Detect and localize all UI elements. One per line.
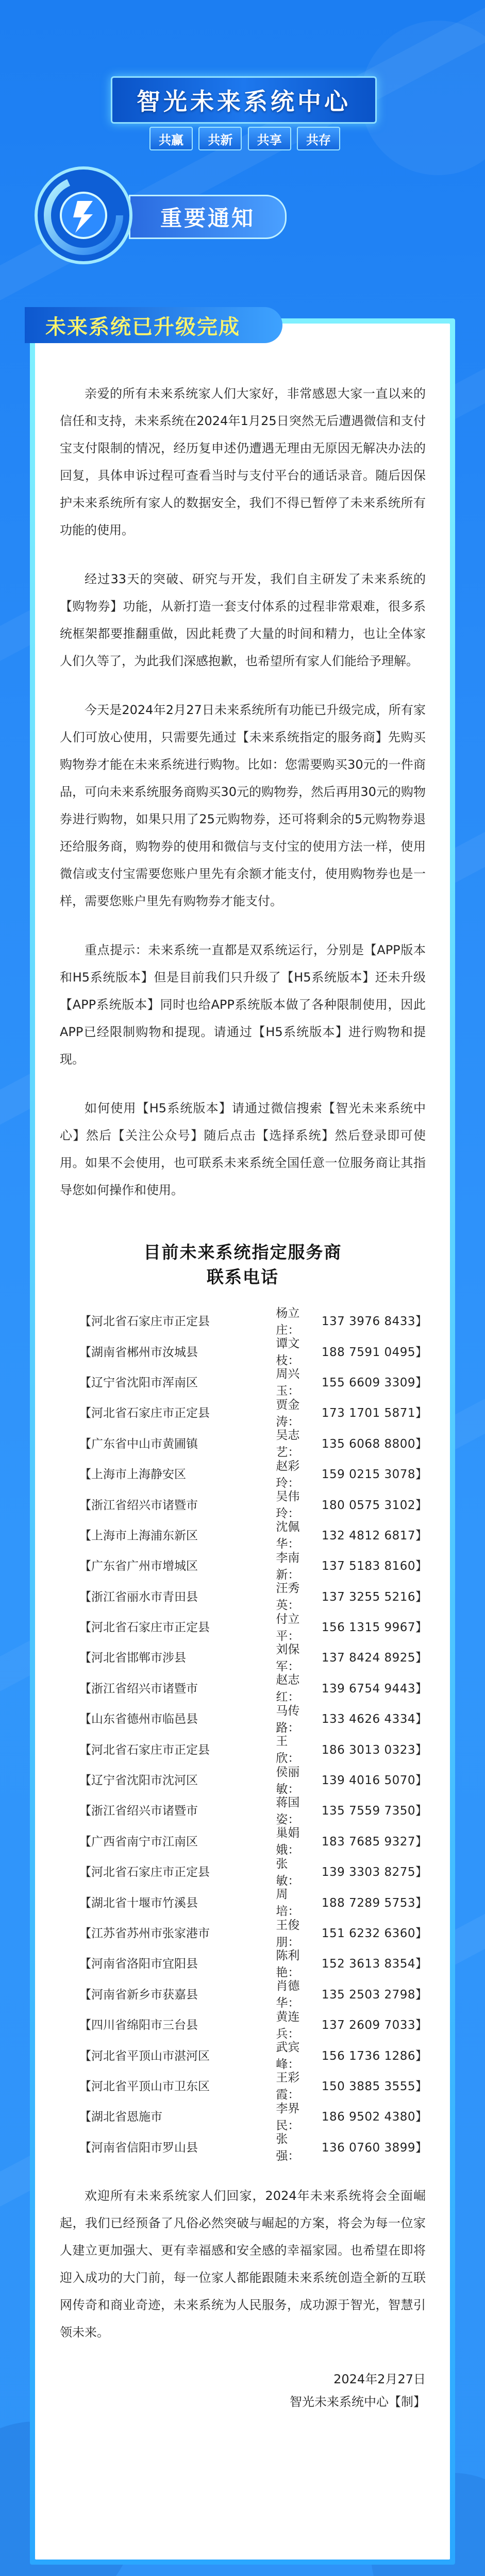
provider-area: 【浙江省丽水市青田县	[79, 1590, 198, 1604]
list-item	[79, 1764, 426, 1794]
list-item	[79, 1733, 426, 1764]
provider-area: 【上海市上海浦东新区	[79, 1529, 198, 1543]
provider-phone: 156 1315 9967】	[321, 1621, 428, 1635]
provider-person: 张 敏：	[276, 1857, 300, 1888]
provider-area: 【河北省邯郸市涉县	[79, 1651, 186, 1665]
provider-person: 李南新：	[276, 1551, 300, 1582]
provider-phone: 188 7289 5753】	[321, 1896, 428, 1910]
provider-area: 【河南省信阳市罗山县	[79, 2141, 198, 2155]
provider-list-subtitle: 联系电话	[207, 1267, 279, 1287]
provider-area: 【浙江省绍兴市诸暨市	[79, 1498, 198, 1512]
signature-block	[60, 2368, 426, 2413]
provider-phone: 139 6754 9443】	[321, 1682, 428, 1696]
provider-person: 王 欣：	[276, 1735, 300, 1766]
provider-phone: 136 0760 3899】	[321, 2141, 428, 2155]
provider-phone: 135 7559 7350】	[321, 1804, 428, 1818]
provider-person: 汪秀英：	[276, 1582, 300, 1613]
list-item	[79, 2131, 426, 2162]
provider-area: 【河北省石家庄市正定县	[79, 1621, 210, 1635]
provider-area: 【河北省石家庄市正定县	[79, 1743, 210, 1757]
header	[0, 0, 485, 319]
provider-phone: 183 7685 9327】	[321, 1835, 428, 1849]
provider-phone: 135 6068 8800】	[321, 1437, 428, 1451]
provider-phone: 137 2609 7033】	[321, 2019, 428, 2032]
list-item	[79, 2009, 426, 2039]
provider-phone: 173 1701 5871】	[321, 1406, 428, 1420]
provider-person: 李界民：	[276, 2102, 300, 2132]
slogan-tag: 共新	[198, 127, 242, 150]
provider-person: 巢娟娥：	[276, 1826, 300, 1857]
provider-area: 【河北省平顶山市卫东区	[79, 2079, 210, 2093]
paragraph: 重点提示：未来系统一直都是双系统运行，分别是【APP版本和H5系统版本】但是目前我们只升级了【H5系统版本】还未升级【APP系统版本】同时也给APP系统版本做了各种限制使用，因此APP已经限制购物和提现。请通过【H5系统版本】进行购物和提现。	[60, 943, 426, 1066]
list-item	[79, 2039, 426, 2070]
list-item	[79, 1519, 426, 1550]
provider-phone: 159 0215 3078】	[321, 1468, 428, 1482]
subtitle-banner	[25, 307, 282, 343]
list-item	[79, 1335, 426, 1366]
provider-area: 【上海市上海静安区	[79, 1468, 186, 1482]
provider-person: 王俊朋：	[276, 1918, 300, 1949]
list-item	[79, 1886, 426, 1917]
provider-person: 谭文枝：	[276, 1337, 300, 1368]
paragraph: 如何使用【H5系统版本】请通过微信搜索【智光未来系统中心】然后【关注公众号】随后点击【选择系统】然后登录即可使用。如果不会使用，也可联系未来系统全国任意一位服务商让其指导您如何操作和使用。	[60, 1101, 426, 1197]
provider-phone: 135 2503 2798】	[321, 1988, 428, 2002]
provider-area: 【广东省中山市黄圃镇	[79, 1437, 198, 1451]
provider-area: 【河北省石家庄市正定县	[79, 1866, 210, 1879]
list-item	[79, 1397, 426, 1427]
provider-area: 【江苏省苏州市张家港市	[79, 1927, 210, 1940]
notice-label: 重要通知	[160, 206, 255, 231]
emblem-circle-icon	[32, 164, 135, 267]
provider-phone: 151 6232 6360】	[321, 1927, 428, 1940]
provider-person: 赵志红：	[276, 1673, 300, 1704]
provider-phone: 150 3885 3555】	[321, 2079, 428, 2093]
list-item	[79, 1366, 426, 1397]
notice-subtitle: 未来系统已升级完成	[45, 315, 240, 339]
list-item	[79, 1825, 426, 1856]
list-item	[79, 1947, 426, 1978]
provider-phone: 139 4016 5070】	[321, 1774, 428, 1788]
provider-phone: 155 6609 3309】	[321, 1376, 428, 1389]
provider-phone: 137 5183 8160】	[321, 1560, 428, 1573]
provider-person: 吴志艺：	[276, 1429, 300, 1460]
provider-area: 【河南省新乡市获嘉县	[79, 1988, 198, 2002]
list-item	[79, 1428, 426, 1458]
provider-person: 杨立庄：	[276, 1306, 300, 1337]
list-item	[79, 2070, 426, 2100]
list-item	[79, 1917, 426, 1947]
list-item	[79, 1550, 426, 1580]
provider-person: 吴伟玲：	[276, 1490, 300, 1521]
provider-area: 【广西省南宁市江南区	[79, 1835, 198, 1849]
list-item	[79, 1703, 426, 1733]
list-item	[79, 1672, 426, 1703]
provider-person: 马传路：	[276, 1704, 300, 1735]
provider-phone: 186 3013 0323】	[321, 1743, 428, 1757]
provider-phone: 137 8424 8925】	[321, 1651, 428, 1665]
provider-phone: 180 0575 3102】	[321, 1498, 428, 1512]
provider-area: 【河北省平顶山市湛河区	[79, 2049, 210, 2063]
list-item	[79, 1488, 426, 1519]
provider-person: 侯丽敏：	[276, 1765, 300, 1796]
provider-person: 刘保军：	[276, 1643, 300, 1673]
provider-area: 【山东省德州市临邑县	[79, 1713, 198, 1726]
paragraph: 亲爱的所有未来系统家人们大家好，非常感恩大家一直以来的信任和支持，未来系统在2024年1月25日突然无后遭遇微信和支付宝支付限制的情况，经历复申述仍遭遇无理由无原因无解决办法的回复，具体申诉过程可查看当时与支付平台的通话录音。随后因保护未来系统所有家人的数据安全，我们不得已暂停了未来系统所有功能的使用。	[60, 386, 426, 537]
provider-phone: 152 3613 8354】	[321, 1957, 428, 1971]
list-item	[79, 1856, 426, 1886]
provider-phone: 188 7591 0495】	[321, 1345, 428, 1359]
provider-person: 蒋国姿：	[276, 1795, 300, 1826]
closing-paragraph: 欢迎所有未来系统家人们回家，2024年未来系统将会全面崛起，我们已经预备了凡俗必然突破与崛起的方案，将会为每一位家人建立更加强大、更有幸福感和安全感的幸福家园。也希望在即将迎入成功的大门前，每一位家人都能跟随未来系统创造全新的互联网传奇和商业奇迹，未来系统为人民服务，成功源于智光，智慧引领未来。	[60, 2188, 426, 2340]
provider-phone: 137 3255 5216】	[321, 1590, 428, 1604]
slogan-tag: 共存	[297, 127, 340, 150]
provider-phone: 132 4812 6817】	[321, 1529, 428, 1543]
provider-person: 周 培：	[276, 1888, 300, 1919]
provider-person: 黄连兵：	[276, 2010, 300, 2041]
provider-area: 【湖北省十堰市竹溪县	[79, 1896, 198, 1910]
notice-content	[60, 380, 426, 2413]
provider-list-title: 目前未来系统指定服务商	[143, 1242, 342, 1262]
provider-area: 【浙江省绍兴市诸暨市	[79, 1804, 198, 1818]
slogan-tag: 共赢	[149, 127, 193, 150]
provider-person: 沈佩华：	[276, 1520, 300, 1551]
provider-phone: 133 4626 4334】	[321, 1713, 428, 1726]
list-item	[79, 1305, 426, 1335]
provider-phone: 137 3976 8433】	[321, 1315, 428, 1329]
notice-banner	[129, 195, 287, 239]
provider-area: 【河南省洛阳市宜阳县	[79, 1957, 198, 1971]
provider-area: 【浙江省绍兴市诸暨市	[79, 1682, 198, 1696]
provider-area: 【四川省绵阳市三台县	[79, 2019, 198, 2032]
provider-person: 周兴玉：	[276, 1367, 300, 1398]
provider-area: 【辽宁省沈阳市沈河区	[79, 1774, 198, 1788]
page-title: 智光未来系统中心	[137, 88, 351, 115]
notice-card	[35, 315, 450, 2560]
slogan-tag: 共享	[248, 127, 291, 150]
provider-person: 张 强：	[276, 2132, 300, 2163]
notice-signature: 智光未来系统中心【制】	[290, 2394, 426, 2409]
list-item	[79, 1978, 426, 2009]
provider-list	[60, 1305, 426, 2162]
provider-person: 陈利艳：	[276, 1948, 300, 1979]
provider-person: 付立平：	[276, 1612, 300, 1643]
paragraph: 今天是2024年2月27日未来系统所有功能已升级完成，所有家人们可放心使用，只需要先通过【未来系统指定的服务商】先购买购物券才能在未来系统进行购物。比如：您需要购买30元的一件商品，可向未来系统服务商购买30元的购物券，然后再用30元的购物券进行购物，如果只用了25元购物券，还可将剩余的5元购物券退还给服务商，购物券的使用和微信与支付宝的使用方法一样，使用微信或支付宝需要您账户里先有余额才能支付，使用购物券也是一样，需要您账户里先有购物券才能支付。	[60, 703, 426, 908]
paragraph: 经过33天的突破、研究与开发，我们自主研发了未来系统的【购物券】功能，从新打造一套支付体系的过程非常艰难，很多系统框架都要推翻重做，因此耗费了大量的时间和精力，也让全体家人们久等了，为此我们深感抱歉，也希望所有家人们能给予理解。	[60, 572, 426, 668]
provider-person: 王彩霞：	[276, 2071, 300, 2102]
title-bar	[111, 76, 377, 124]
provider-area: 【河北省石家庄市正定县	[79, 1315, 210, 1329]
provider-phone: 186 9502 4380】	[321, 2110, 428, 2124]
list-item	[79, 1458, 426, 1488]
provider-person: 赵彩玲：	[276, 1459, 300, 1490]
provider-phone: 139 3303 8275】	[321, 1866, 428, 1879]
list-item	[79, 1611, 426, 1641]
provider-phone: 156 1736 1286】	[321, 2049, 428, 2063]
list-item	[79, 1581, 426, 1611]
provider-area: 【湖南省郴州市汝城县	[79, 1345, 198, 1359]
provider-area: 【广东省广州市增城区	[79, 1560, 198, 1573]
provider-area: 【河北省石家庄市正定县	[79, 1406, 210, 1420]
slogan-tags	[149, 127, 340, 149]
provider-area: 【辽宁省沈阳市浑南区	[79, 1376, 198, 1389]
list-item	[79, 2100, 426, 2131]
list-item	[79, 1641, 426, 1672]
notice-date: 2024年2月27日	[333, 2371, 426, 2386]
provider-person: 肖德华：	[276, 1979, 300, 2010]
provider-person: 贾金涛：	[276, 1398, 300, 1429]
list-item	[79, 1794, 426, 1825]
provider-list-heading	[60, 1240, 426, 1290]
provider-person: 武宾峰：	[276, 2041, 300, 2072]
provider-area: 【湖北省恩施市	[79, 2110, 162, 2124]
